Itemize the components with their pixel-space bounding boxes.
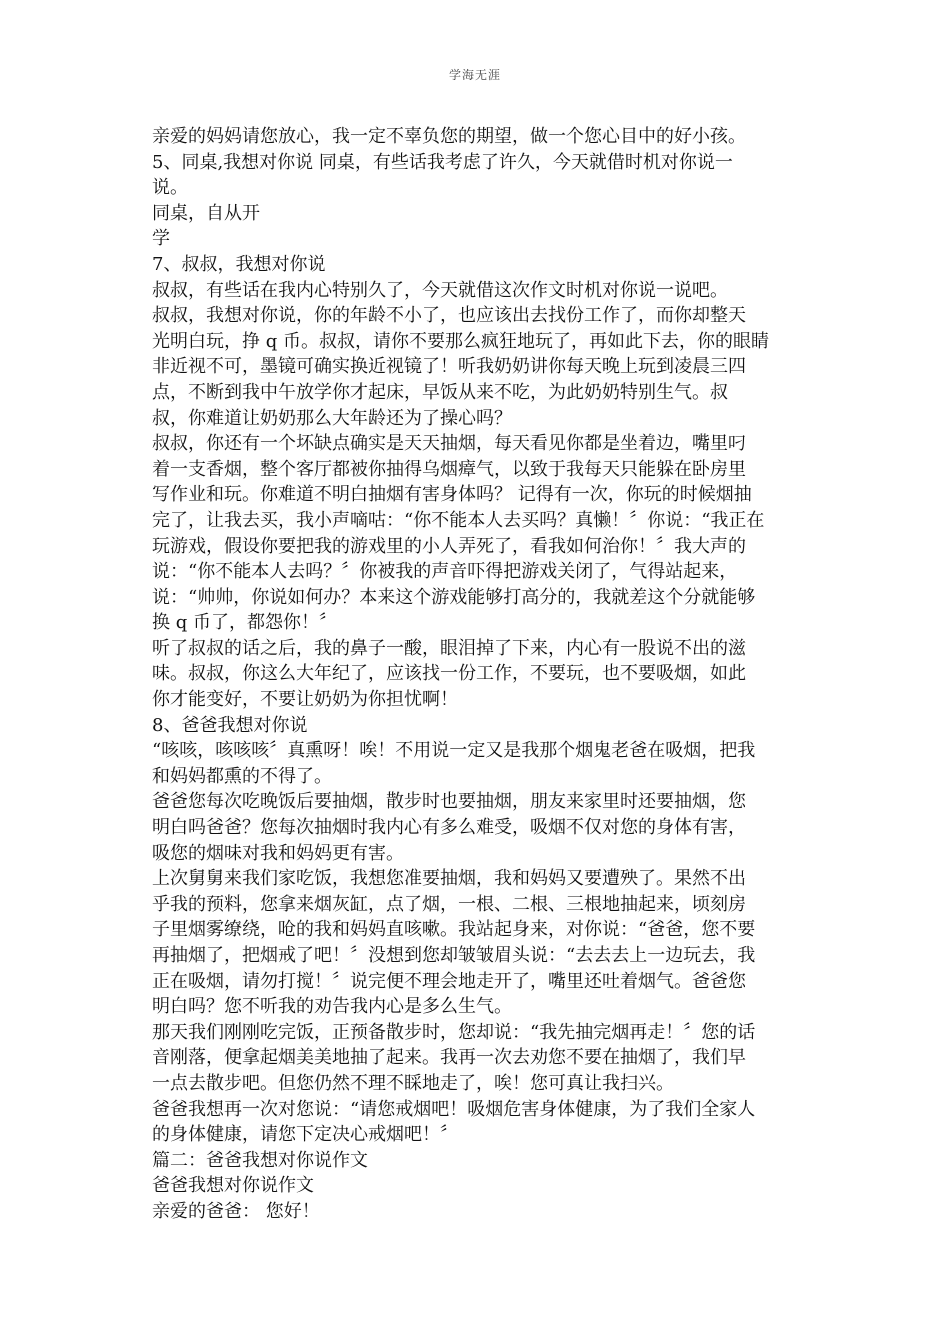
text-line: 一点去散步吧。但您仍然不理不睬地走了，唉！您可真让我扫兴。 <box>152 1072 674 1094</box>
section-heading: 爸爸我想对你说作文 <box>152 1175 314 1197</box>
text-line: 正在吸烟，请勿打搅！〞说完便不理会地走开了，嘴里还吐着烟气。爸爸您 <box>152 970 746 992</box>
text-line: “咳咳，咳咳咳〞真熏呀！唉！不用说一定又是我那个烟鬼老爸在吸烟，把我 <box>152 740 756 762</box>
text-line: 说：“你不能本人去吗？〞你被我的声音吓得把游戏关闭了，气得站起来， <box>152 561 738 583</box>
text-line: 再抽烟了，把烟戒了吧！〞没想到您却皱皱眉头说：“去去去上一边玩去，我 <box>152 945 756 966</box>
text-line: 爸爸您每次吃晚饭后要抽烟，散步时也要抽烟，朋友来家里时还要抽烟，您 <box>152 791 746 813</box>
text-line: 吸您的烟味对我和妈妈更有害。 <box>152 842 404 864</box>
text-line: 叔叔，有些话在我内心特别久了，今天就借这次作文时机对你说一说吧。 <box>152 279 728 301</box>
text-line: 上次舅舅来我们家吃饭，我想您准要抽烟，我和妈妈又要遭殃了。果然不出 <box>152 868 746 890</box>
text-line: 亲爱的妈妈请您放心，我一定不辜负您的期望，做一个您心目中的好小孩。 <box>152 126 746 147</box>
text-line: 非近视不可，墨镜可确实换近视镜了！听我奶奶讲你每天晚上玩到凌晨三四 <box>152 356 746 378</box>
text-line: 音刚落，便拿起烟美美地抽了起来。我再一次去劝您不要在抽烟了，我们早 <box>152 1047 746 1069</box>
text-line: 你才能变好，不要让奶奶为你担忧啊！ <box>152 689 458 711</box>
text-line: 那天我们刚刚吃完饭，正预备散步时，您却说：“我先抽完烟再走！〞您的话 <box>152 1021 756 1043</box>
text-line: 着一支香烟，整个客厅都被你抽得乌烟瘴气，以致于我每天只能躲在卧房里 <box>152 458 746 480</box>
text-line: 说。 <box>152 177 188 199</box>
text-line: 和妈妈都熏的不得了。 <box>152 765 332 787</box>
text-line: 说：“帅帅，你说如何办？本来这个游戏能够打高分的，我就差这个分就能够 <box>152 586 756 608</box>
text-line: 5、同桌,我想对你说 同桌，有些话我考虑了许久，今天就借时机对你说一 <box>152 151 733 173</box>
page-header: 学海无涯 <box>448 68 501 82</box>
text-line: 叔叔，我想对你说，你的年龄不小了，也应该出去找份工作了，而你却整天 <box>152 305 746 327</box>
text-line: 爸爸我想再一次对您说：“请您戒烟吧！吸烟危害身体健康，为了我们全家人 <box>152 1098 756 1120</box>
text-line: 叔，你难道让奶奶那么大年龄还为了操心吗？ <box>152 407 512 429</box>
text-line: 乎我的预料，您拿来烟灰缸，点了烟，一根、二根、三根地抽起来，顷刻房 <box>152 893 746 915</box>
text-line: 玩游戏，假设你要把我的游戏里的小人弄死了，看我如何治你！〞我大声的 <box>152 535 746 557</box>
section-heading: 8、爸爸我想对你说 <box>152 714 308 736</box>
text-line: 点，不断到我中午放学你才起床，早饭从来不吃，为此奶奶特别生气。叔 <box>152 381 728 403</box>
section-heading: 7、叔叔，我想对你说 <box>152 253 326 275</box>
text-line: 亲爱的爸爸： 您好！ <box>152 1200 320 1222</box>
text-line: 光明白玩，挣 q 币。叔叔，请你不要那么疯狂地玩了，再如此下去，你的眼睛 <box>152 330 769 352</box>
text-line: 换 q 币了，都怨你！〞 <box>152 612 337 634</box>
text-line: 的身体健康，请您下定决心戒烟吧！〞 <box>152 1124 458 1146</box>
section-heading: 篇二：爸爸我想对你说作文 <box>152 1149 368 1171</box>
text-line: 味。叔叔，你这么大年纪了，应该找一份工作，不要玩，也不要吸烟，如此 <box>152 663 746 685</box>
text-line: 写作业和玩。你难道不明白抽烟有害身体吗？ 记得有一次，你玩的时候烟抽 <box>152 484 752 506</box>
text-line: 子里烟雾缭绕，呛的我和妈妈直咳嗽。我站起身来，对你说：“爸爸，您不要 <box>152 919 756 941</box>
text-line: 同桌，自从开 <box>152 202 260 224</box>
text-line: 明白吗爸爸？您每次抽烟时我内心有多么难受，吸烟不仅对您的身体有害， <box>152 817 746 839</box>
text-line: 叔叔，你还有一个坏缺点确实是天天抽烟，每天看见你都是坐着边，嘴里叼 <box>152 433 746 455</box>
text-line: 听了叔叔的话之后，我的鼻子一酸，眼泪掉了下来，内心有一股说不出的滋 <box>152 637 746 659</box>
text-line: 明白吗？您不听我的劝告我内心是多么生气。 <box>152 996 512 1018</box>
text-line: 学 <box>152 228 170 250</box>
text-line: 完了，让我去买，我小声嘀咕：“你不能本人去买吗？真懒！〞你说：“我正在 <box>152 509 765 531</box>
document-body <box>152 124 812 1225</box>
